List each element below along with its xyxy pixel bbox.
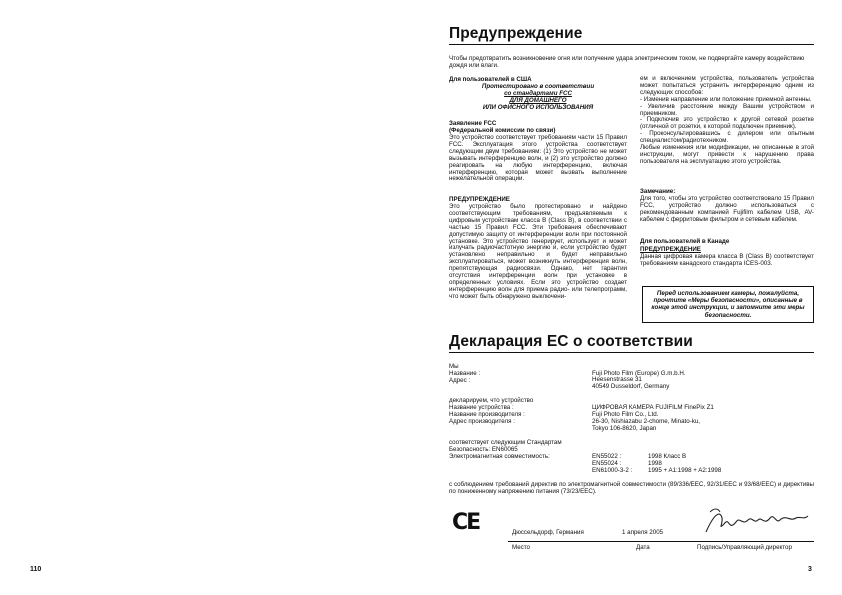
compliance-text: с соблюдением требований директив по электромагнитной совместимости (89/336/EEC, 92/31/EEC и 93/68/EEC) и директивы по пониженному напряжению питания (73/23/EEC). (449, 481, 814, 495)
sign-label: Подпись/Управляющий директор (697, 544, 792, 551)
ce-mark-icon: CE (452, 510, 480, 535)
emc-label: Электромагнитная совместимость: (449, 453, 550, 460)
caution-text: Это устройство было протестировано и найдено соответствующим требованиям, предъявляемым к цифровым устройствам класса B (Class B), в соответствии с частью 15 Правил FCC. Эти требования обеспечивают допустимую защиту от интерференции волн при постоянной установке. Это устройство генерирует, использует и может излучать радиочастотную энергию и, если устройство будет установлено неправильно и будет неправильно эксплуатироваться, может возникнуть интерференция волн, препятствующая радиосвязи. Однако, нет гарантии отсутствия интерференции волн при установке в определенных условиях. Если это устройство создает интерференцию волн для приема радио- или телепрограмм, что может быть обнаружено выключени- (449, 203, 627, 300)
conforms-text: соответствует следующим Стандартам (449, 439, 562, 446)
canada-heading: Для пользователей в Канаде (640, 238, 730, 245)
fcc-heading: Заявление FCC (Федеральной комиссии по связи) (449, 120, 556, 134)
emc-val: 1998 Класс B (648, 453, 687, 460)
page-number-right: 3 (808, 566, 812, 573)
page-number-left: 110 (30, 566, 42, 573)
name-value: Fuji Photo Film (Europe) G.m.b.H. (592, 370, 686, 377)
address-value: Heesenstrasse 31 40549 Dusseldorf, Germany (592, 376, 670, 390)
col2-text: ем и включением устройства, пользователь устройства может попытаться устранить интерференцию одним из следующих способов: - Изменив направление или положение приемной антенны. - Увеличив расстояние между Вашим устройством и приемником. - Подключив это устройство к другой сетевой розетке (отличной от розетки, к которой подключен приемник). - Проконсультировавшись с дилером или опытным специалистом/радиотехником. Любые изменения или модификации, не описанные в этой инструкции, могут привести к нарушению права пользователя на эксплуатацию этого устройства. (640, 75, 814, 165)
caution-heading: ПРЕДУПРЕЖДЕНИЕ (449, 196, 510, 203)
maker-label: Название производителя : (449, 411, 525, 418)
device-value: ЦИФРОВАЯ КАМЕРА FUJIFILM FinePix Z1 (592, 404, 714, 411)
usa-heading: Для пользователей в США (449, 76, 532, 83)
address-label: Адрес : (449, 377, 471, 384)
device-label: Название устройства : (449, 404, 514, 411)
canada-text: Данная цифровая камера класса B (Class B) соответствует требованиям канадского стандарта ICES-003. (640, 253, 814, 267)
usa-tested: Протестировано в соответствии со стандартами FCC ДЛЯ ДОМАШНЕГО ИЛИ ОФИСНОГО ИСПОЛЬЗОВАНИЯ (481, 83, 595, 111)
name-label: Название : (449, 370, 481, 377)
note-heading: Замечание: (640, 188, 676, 195)
emc-standards (592, 454, 632, 475)
emc-std: EN55024 : (592, 459, 622, 467)
emc-val: 1998 (648, 459, 662, 467)
safety-notice-box: Перед использованием камеры, пожалуйста, прочтите «Меры безопасности», описанные в конце этой инструкции, и запомните эти меры безопасности. (642, 286, 814, 323)
declaration-rule (449, 352, 814, 353)
date-value: 1 апреля 2005 (622, 529, 664, 536)
emc-std: EN61000-3-2 : (592, 466, 633, 474)
signature-icon (700, 504, 812, 538)
declaration-title: Декларация ЕС о соответствии (449, 333, 693, 350)
declare-text: декларируем, что устройство (449, 397, 534, 404)
fcc-text: Это устройство соответствует требованиям части 15 Правил FCC. Эксплуатация этого устройства соответствует следующим двум требованиям: (1) Это устройство не может вызывать интерференцию волн, и (2) это устройство должно реагировать на любую интерференцию, включая интерференцию, которая может вызвать выполнение нежелательной операции. (449, 134, 627, 183)
emc-val: 1995 + A1:1998 + A2:1998 (648, 466, 722, 474)
safety-standard: Безопасность: EN60065 (449, 446, 518, 453)
emc-std: EN55022 : (592, 453, 622, 460)
canada-caution: ПРЕДУПРЕЖДЕНИЕ (640, 246, 701, 253)
emc-values (648, 454, 721, 475)
warning-title: Предупреждение (449, 25, 583, 42)
signature-line (508, 541, 814, 542)
maker-value: Fuji Photo Film Co., Ltd. (592, 411, 659, 418)
place-label: Место (512, 544, 530, 551)
place-value: Дюссельдорф, Германия (512, 529, 584, 536)
warning-intro: Чтобы предотвратить возникновение огня или получение удара электрическим током, не подвергайте камеру воздействию дождя или влаги. (449, 55, 805, 69)
we-label: Мы (449, 363, 459, 370)
date-label: Дата (636, 544, 650, 551)
maker-address-value: 26-30, Nishiazabu 2-chome, Minato-ku, Tokyo 106-8620, Japan (592, 418, 700, 432)
note-text: Для того, чтобы это устройство соответствовало 15 Правил FCC, устройство должно использоваться с рекомендованным компанией Fujifilm кабелем USB, AV-кабелем с ферритовым фильтром и сетевым кабелем. (640, 195, 814, 223)
title-rule (449, 44, 814, 45)
maker-address-label: Адрес производителя : (449, 418, 515, 425)
